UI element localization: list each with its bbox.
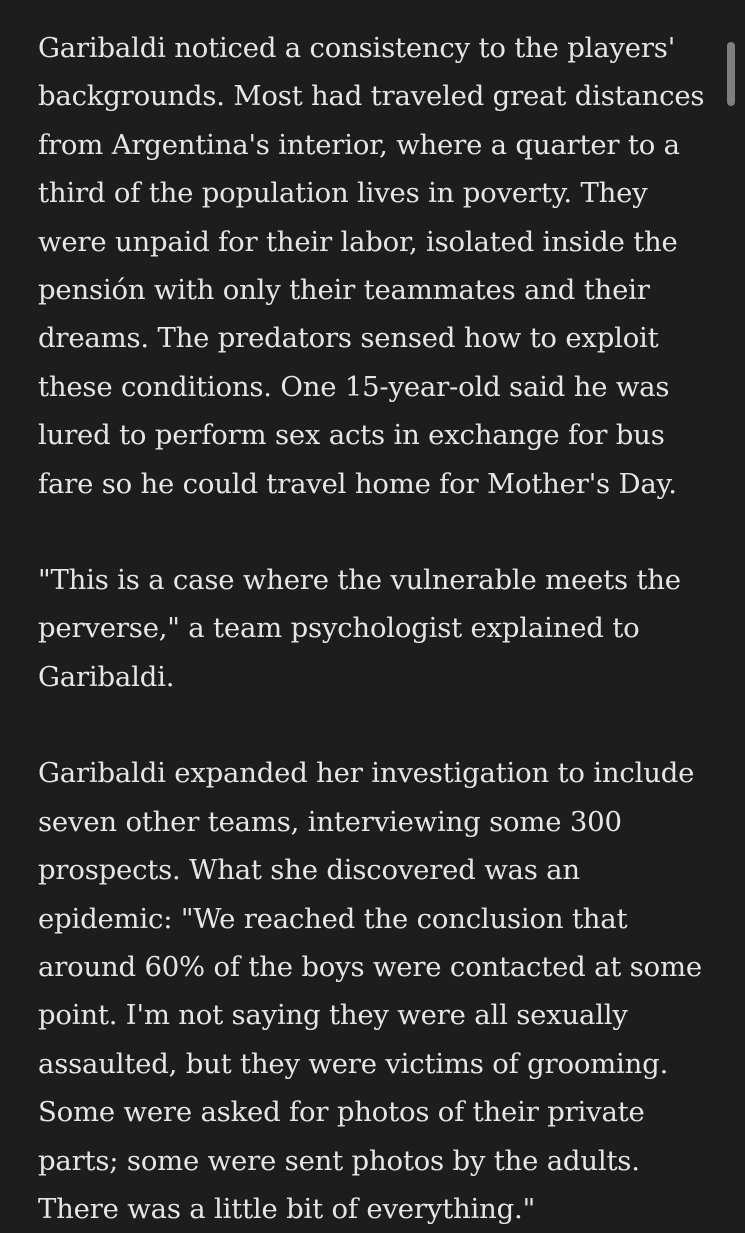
scrollbar-thumb[interactable] (727, 42, 735, 106)
article-body (38, 24, 718, 1233)
vertical-scrollbar[interactable] (727, 0, 735, 1200)
article-paragraph-3: Garibaldi expanded her investigation to include seven other teams, interviewing some 300 prospects. What she discovered was an epidemic: "We reached the conclusion that around 60% of the boys were contacted at some point. I'm not saying they were all sexually assaulted, but they were victims of grooming. Some were asked for photos of their private parts; some were sent photos by the adults. There was a little bit of everything." (38, 757, 702, 1225)
article-paragraph-2: "This is a case where the vulnerable meets the perverse," a team psychologist explained to Garibaldi. (38, 564, 681, 693)
article-paragraph-1: Garibaldi noticed a consistency to the players' backgrounds. Most had traveled great distances from Argentina's interior, where a quarter to a third of the population lives in poverty. They were unpaid for their labor, isolated inside the pensión with only their teammates and their dreams. The predators sensed how to exploit these conditions. One 15-year-old said he was lured to perform sex acts in exchange for bus fare so he could travel home for Mother's Day. (38, 32, 705, 500)
